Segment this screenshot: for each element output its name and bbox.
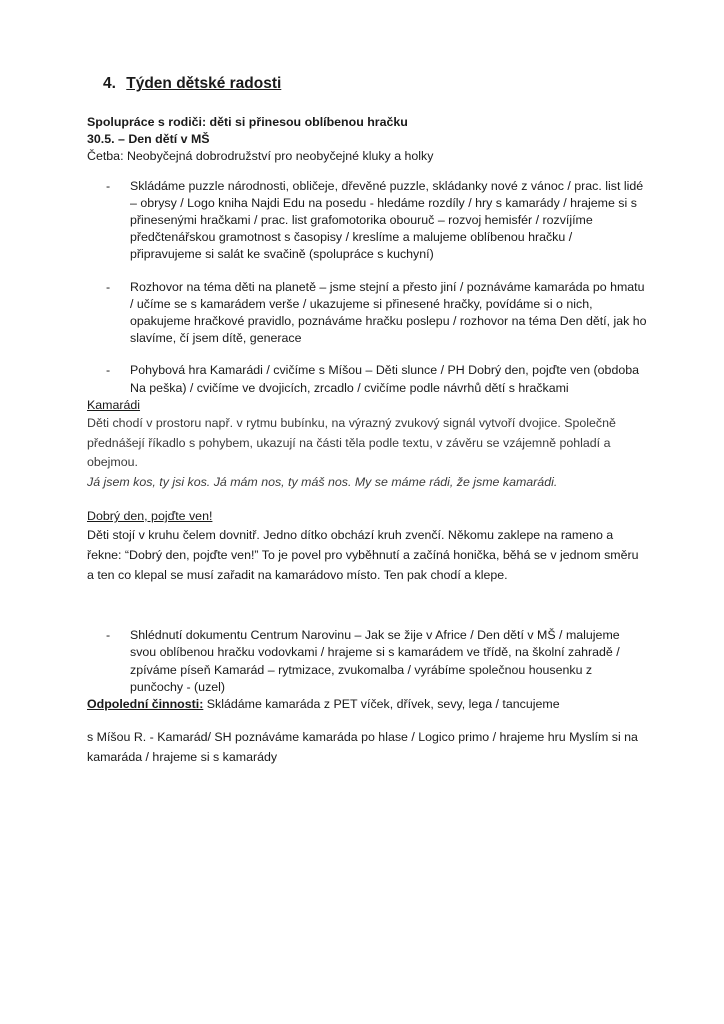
afternoon-text: Skládáme kamaráda z PET víček, dřívek, sevy, lega / tancujeme [203, 697, 560, 712]
game-description-kamaradi: Děti chodí v prostoru např. v rytmu bubínku, na výrazný zvukový signál vytvoří dvojice. Společně přednášejí říkadlo s pohybem, ukazují na části těla podle textu, v závěru se vzájemně pohladí a obejmou. [87, 416, 616, 470]
section-heading [103, 74, 647, 94]
afternoon-line [87, 696, 647, 713]
activity-list-1 [87, 178, 647, 397]
section-number: 4. [103, 75, 116, 92]
date-line: 30.5. – Den dětí v MŠ [87, 132, 210, 147]
game-rhyme: Já jsem kos, ty jsi kos. Já mám nos, ty máš nos. My se máme rádi, že jsme kamarádi. [87, 474, 558, 489]
afternoon-continuation: s Míšou R. - Kamarád/ SH poznáváme kamaráda po hlase / Logico primo / hrajeme hru Myslím si na kamaráda / hrajeme si s kamarády [87, 730, 638, 765]
list-item: - Skládáme puzzle národnosti, obličeje, dřevěné puzzle, skládanky nové z vánoc / prac. list lidé – obrysy / Logo kniha Najdi Edu na posedu - hledáme rozdíly / hry s kamarády / hrajeme si s přinesenými hračkami / prac. list grafomotorika obouruč – rozvoj hemisfér / rozvíjíme předčtenářskou gramotnost s časopisy / kreslíme a malujeme oblíbenou hračku / připravujeme si salát ke svačině (spolupráce s kuchyní) [87, 178, 647, 264]
list-item: - Rozhovor na téma děti na planetě – jsme stejní a přesto jiní / poznáváme kamaráda po hmatu / učíme se s kamarádem verše / ukazujeme si přinesené hračky, povídáme si o nich, opakujeme hračkové pravidlo, poznáváme hračku poslepu / rozhovor na téma Den dětí, jak ho slavíme, čí jsem dítě, generace [87, 279, 647, 348]
afternoon-label: Odpolední činnosti: [87, 697, 204, 712]
list-item: - Shlédnutí dokumentu Centrum Narovinu – Jak se žije v Africe / Den dětí v MŠ / malujeme svou oblíbenou hračku vodovkami / hrajeme si s kamarádem ve třídě, na školní zahradě / zpíváme píseň Kamarád – rytmizace, zvukomalba / vyrábíme společnou housenku z punčochy - (uzel) [87, 627, 647, 696]
game-title-kamaradi: Kamarádi [87, 397, 141, 412]
section-title: Týden dětské radosti [126, 75, 282, 92]
spacer [87, 713, 647, 727]
reading-line: Četba: Neobyčejná dobrodružství pro neobyčejné kluky a holky [87, 149, 434, 164]
spacer [87, 492, 647, 508]
game-title-dobry-den: Dobrý den, pojďte ven! [87, 509, 213, 524]
spacer [87, 585, 647, 615]
game-description-dobry-den: Děti stojí v kruhu čelem dovnitř. Jedno dítko obchází kruh zvenčí. Někomu zaklepe na rameno a řekne: “Dobrý den, pojďte ven!” To je povel pro vyběhnutí a začíná honička, běhá se v jednom směru a ten co klepal se musí zařadit na kamarádovo místo. Ten pak chodí a klepe. [87, 528, 639, 583]
document-page [87, 74, 647, 767]
list-item: - Pohybová hra Kamarádi / cvičíme s Míšou – Děti slunce / PH Dobrý den, pojďte ven (obdoba Na peška) / cvičíme ve dvojicích, zrcadlo / cvičíme podle návrhů dětí s hračkami [87, 362, 647, 396]
activity-list-2 [87, 627, 647, 696]
cooperation-line: Spolupráce s rodiči: děti si přinesou oblíbenou hračku [87, 115, 408, 129]
